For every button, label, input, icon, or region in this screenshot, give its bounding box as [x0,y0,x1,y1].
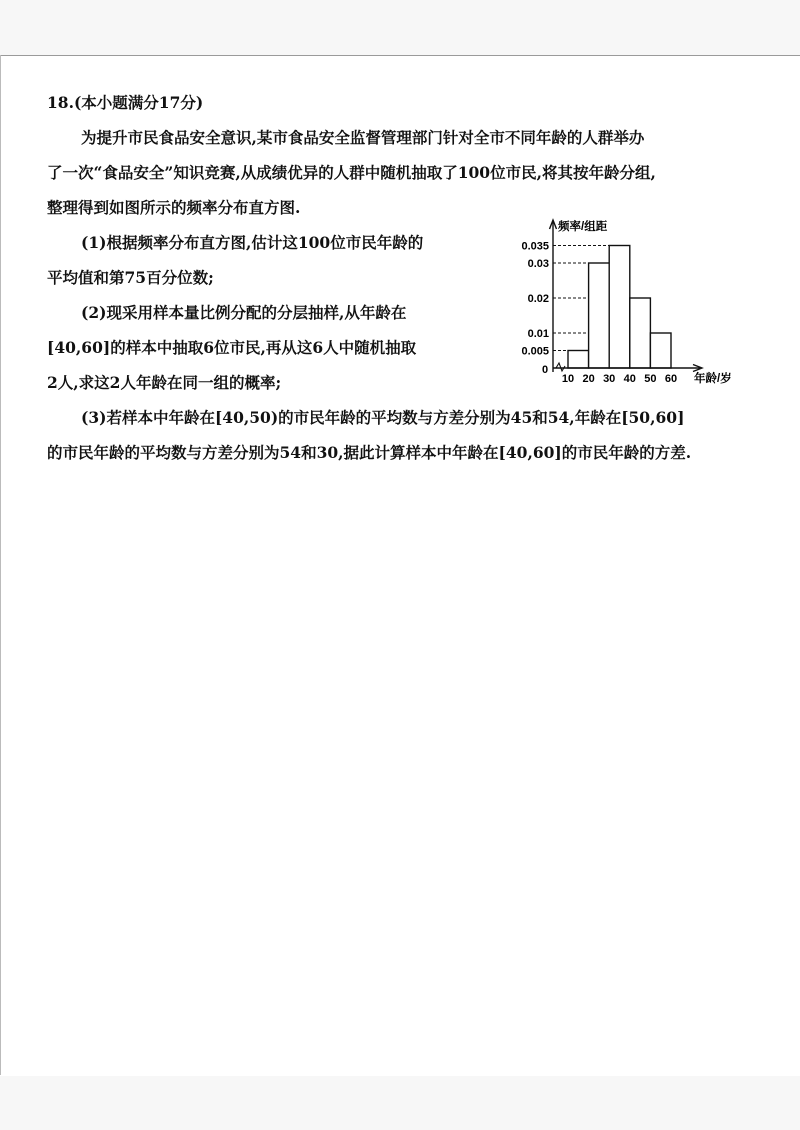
question-header: 18.(本小题满分17分) [47,93,204,112]
page-left-edge [0,55,1,1075]
histogram-bar [568,351,589,369]
part3-line-1: (3)若样本中年龄在[40,50)的市民年龄的平均数与方差分别为45和54,年龄在[50,60] [81,408,685,427]
x-tick-label: 10 [561,373,575,385]
part2-line-1: (2)现采用样本量比例分配的分层抽样,从年龄在 [81,303,407,322]
part1-line-2: 平均值和第75百分位数; [47,268,214,287]
x-tick-label: 20 [582,373,595,385]
histogram-bar [589,263,610,368]
part2-line-3: 2人,求这2人年龄在同一组的概率; [47,373,282,392]
intro-line-2: 了一次“食品安全”知识竞赛,从成绩优异的人群中随机抽取了100位市民,将其按年龄分组, [47,163,656,182]
histogram-bars [568,246,671,369]
y-tick-label: 0.03 [527,258,549,270]
part2-line-2: [40,60]的样本中抽取6位市民,再从这6人中随机抽取 [47,338,417,357]
part3-line-2: 的市民年龄的平均数与方差分别为54和30,据此计算样本中年龄在[40,60]的市民年龄的方差. [47,443,692,462]
origin-label: 0 [542,364,549,376]
y-axis-label: 频率/组距 [558,221,608,233]
y-tick-label: 0.01 [527,328,549,340]
y-tick-label: 0.035 [521,240,549,253]
y-tick-label: 0.005 [521,345,549,358]
intro-line-3: 整理得到如图所示的频率分布直方图. [47,198,301,217]
histogram-bar [650,333,671,368]
frequency-histogram [508,216,748,396]
x-tick-label: 40 [623,373,636,385]
x-tick-label: 30 [603,373,616,385]
histogram-bar [609,246,630,369]
axis-break-mark [556,363,565,371]
histogram-svg [508,216,748,396]
x-tick-label: 60 [664,373,678,385]
histogram-bar [630,298,651,368]
intro-line-1: 为提升市民食品安全意识,某市食品安全监督管理部门针对全市不同年龄的人群举办 [81,128,645,147]
part1-line-1: (1)根据频率分布直方图,估计这100位市民年龄的 [81,233,424,252]
y-tick-label: 0.02 [527,293,549,305]
x-axis-label: 年龄/岁 [694,373,732,385]
x-tick-label: 50 [644,373,657,385]
